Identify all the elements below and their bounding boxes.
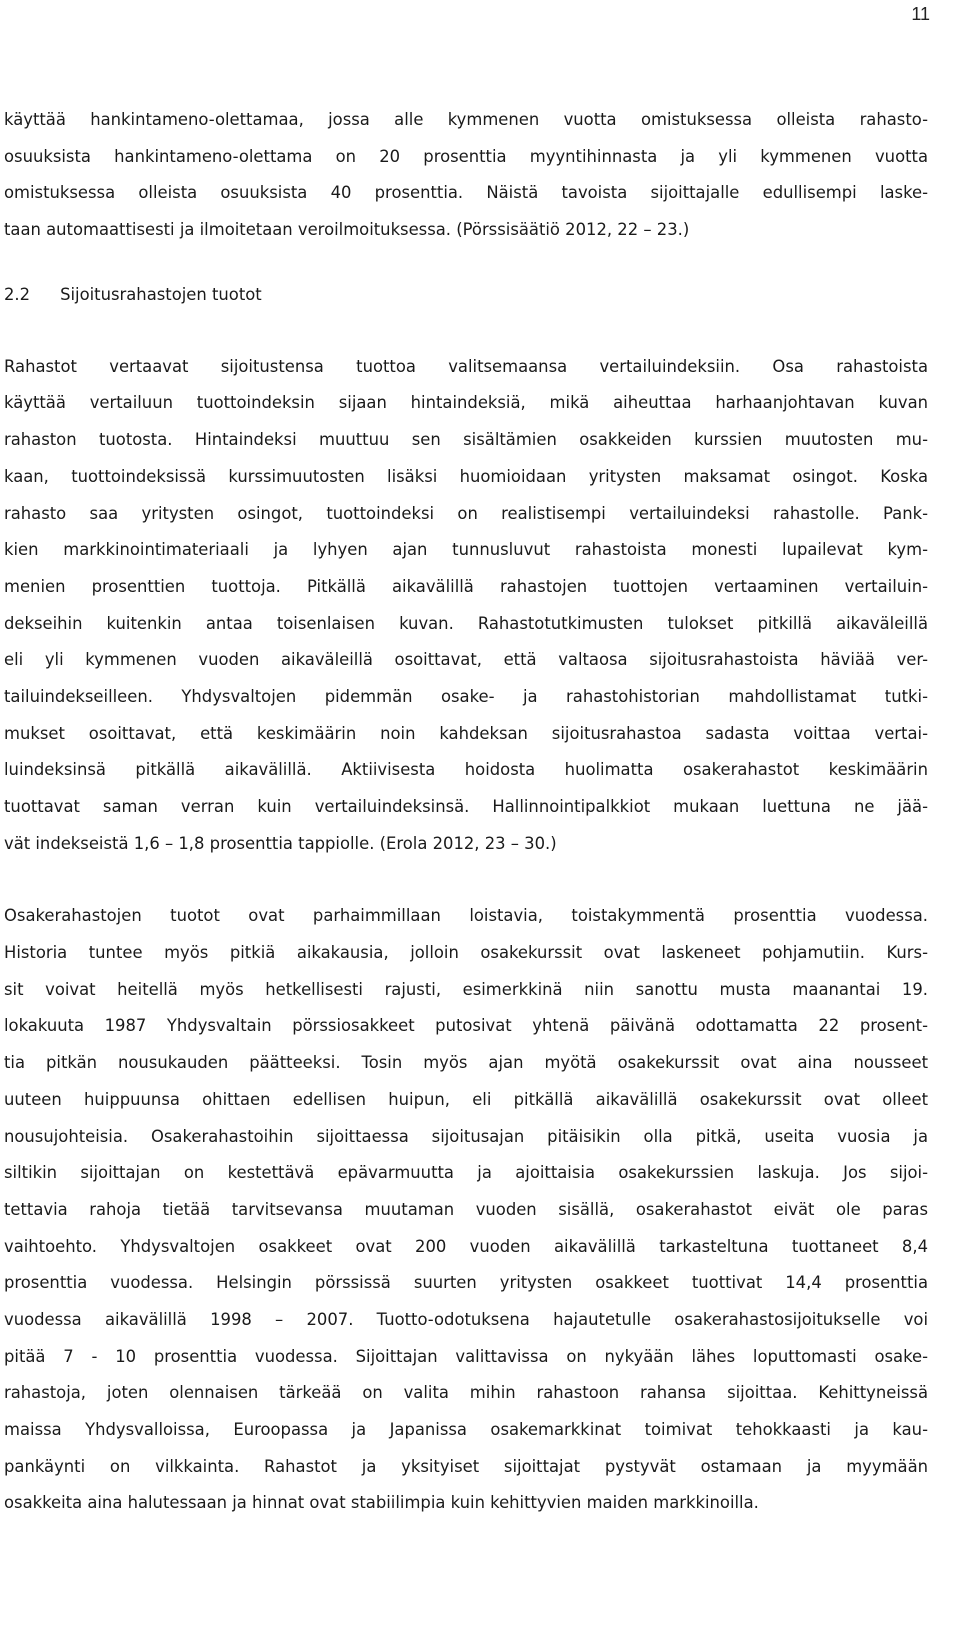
text-line: tettavia rahoja tietää tarvitsevansa muutaman vuoden sisällä, osakerahastot eivät ole paras (4, 1199, 928, 1219)
text-line: vät indekseistä 1,6 – 1,8 prosenttia tappiolle. (Erola 2012, 23 – 30.) (4, 833, 557, 853)
text-line: käyttää hankintameno-olettamaa, jossa alle kymmenen vuotta omistuksessa olleista rahasto- (4, 110, 928, 129)
intro-paragraph (4, 102, 928, 249)
document-body (4, 102, 928, 1522)
text-line: dekseihin kuitenkin antaa toisenlaisen kuvan. Rahastotutkimusten tulokset pitkillä aikaväleillä (4, 613, 928, 633)
text-line: pitää 7 - 10 prosenttia vuodessa. Sijoittajan valittavissa on nykyään lähes loputtomasti osake- (4, 1346, 928, 1366)
text-line: taan automaattisesti ja ilmoitetaan veroilmoituksessa. (Pörssisäätiö 2012, 22 – 23.) (4, 220, 690, 240)
text-line: Rahastot vertaavat sijoitustensa tuottoa valitsemaansa vertailuindeksiin. Osa rahastoista (4, 356, 928, 376)
text-line: omistuksessa olleista osuuksista 40 prosenttia. Näistä tavoista sijoittajalle edullisempi laske- (4, 183, 928, 203)
text-line: osakkeita aina halutessaan ja hinnat ovat stabiilimpia kuin kehittyvien maiden markkinoilla. (4, 1493, 759, 1513)
text-line: kaan, tuottoindeksissä kurssimuutosten lisäksi huomioidaan yritysten maksamat osingot. Koska (4, 466, 928, 486)
text-line: rahastoja, joten olennaisen tärkeää on valita mihin rahastoon rahansa sijoittaa. Kehittyneissä (4, 1383, 928, 1403)
text-line: uuteen huippuunsa ohittaen edellisen huipun, eli pitkällä aikavälillä osakekurssit ovat olleet (4, 1089, 928, 1109)
text-line: mukset osoittavat, että keskimäärin noin kahdeksan sijoitusrahastoa sadasta voittaa vertai- (4, 723, 928, 743)
text-line: tailuindekseilleen. Yhdysvaltojen pidemmän osake- ja rahastohistorian mahdollistamat tutki- (4, 686, 928, 706)
text-line: rahaston tuotosta. Hintaindeksi muuttuu sen sisältämien osakkeiden kurssien muutosten mu- (4, 430, 928, 450)
text-line: prosenttia vuodessa. Helsingin pörssissä suurten yritysten osakkeet tuottivat 14,4 prosenttia (4, 1273, 928, 1293)
page-number: 11 (911, 4, 930, 24)
section-number: 2.2 (4, 284, 31, 304)
text-line: sit voivat heitellä myös hetkellisesti rajusti, esimerkkinä niin sanottu musta maanantai 19. (4, 979, 928, 999)
text-line: tia pitkän nousukauden päätteeksi. Tosin myös ajan myötä osakekurssit ovat aina nousseet (4, 1053, 928, 1073)
text-line: lokakuuta 1987 Yhdysvaltain pörssiosakkeet putosivat yhtenä päivänä odottamatta 22 prosent- (4, 1016, 928, 1036)
section-title: Sijoitusrahastojen tuotot (60, 284, 262, 304)
text-line: luindeksinsä pitkällä aikavälillä. Aktiivisesta hoidosta huolimatta osakerahastot keskimäärin (4, 760, 928, 780)
text-line: vaihtoehto. Yhdysvaltojen osakkeet ovat 200 vuoden aikavälillä tarkasteltuna tuottaneet 8,4 (4, 1236, 928, 1256)
section-heading (4, 277, 928, 313)
paragraph-returns (4, 349, 928, 863)
text-line: pankäynti on vilkkainta. Rahastot ja yksityiset sijoittajat pystyvät ostamaan ja myymään (4, 1456, 928, 1476)
paragraph-equity-funds (4, 898, 928, 1522)
text-line: maissa Yhdysvalloissa, Euroopassa ja Japanissa osakemarkkinat toimivat tehokkaasti ja kau- (4, 1420, 928, 1439)
text-line: Osakerahastojen tuotot ovat parhaimmillaan loistavia, toistakymmentä prosenttia vuodessa. (4, 906, 928, 926)
text-line: vuodessa aikavälillä 1998 – 2007. Tuotto-odotuksena hajautetulle osakerahastosijoitukselle voi (4, 1309, 928, 1329)
text-line: käyttää vertailuun tuottoindeksin sijaan hintaindeksiä, mikä aiheuttaa harhaanjohtavan kuvan (4, 393, 928, 413)
text-line: tuottavat saman verran kuin vertailuindeksinsä. Hallinnointipalkkiot mukaan luettuna ne jää- (4, 797, 928, 816)
text-line: Historia tuntee myös pitkiä aikakausia, jolloin osakekurssit ovat laskeneet pohjamutiin. Kurs- (4, 943, 928, 963)
text-line: osuuksista hankintameno-olettama on 20 prosenttia myyntihinnasta ja yli kymmenen vuotta (4, 146, 928, 166)
text-line: eli yli kymmenen vuoden aikaväleillä osoittavat, että valtaosa sijoitusrahastoista häviää ver- (4, 650, 928, 670)
text-line: kien markkinointimateriaali ja lyhyen ajan tunnusluvut rahastoista monesti lupailevat kym- (4, 540, 928, 560)
text-line: menien prosenttien tuottoja. Pitkällä aikavälillä rahastojen tuottojen vertaaminen vertailuin- (4, 576, 928, 596)
text-line: rahasto saa yritysten osingot, tuottoindeksi on realistisempi vertailuindeksi rahastolle. Pank- (4, 503, 928, 523)
text-line: nousujohteisia. Osakerahastoihin sijoittaessa sijoitusajan pitäisikin olla pitkä, useita vuosia ja (4, 1126, 928, 1146)
text-line: siltikin sijoittajan on kestettävä epävarmuutta ja ajoittaisia osakekurssien laskuja. Jos sijoi- (4, 1163, 928, 1183)
